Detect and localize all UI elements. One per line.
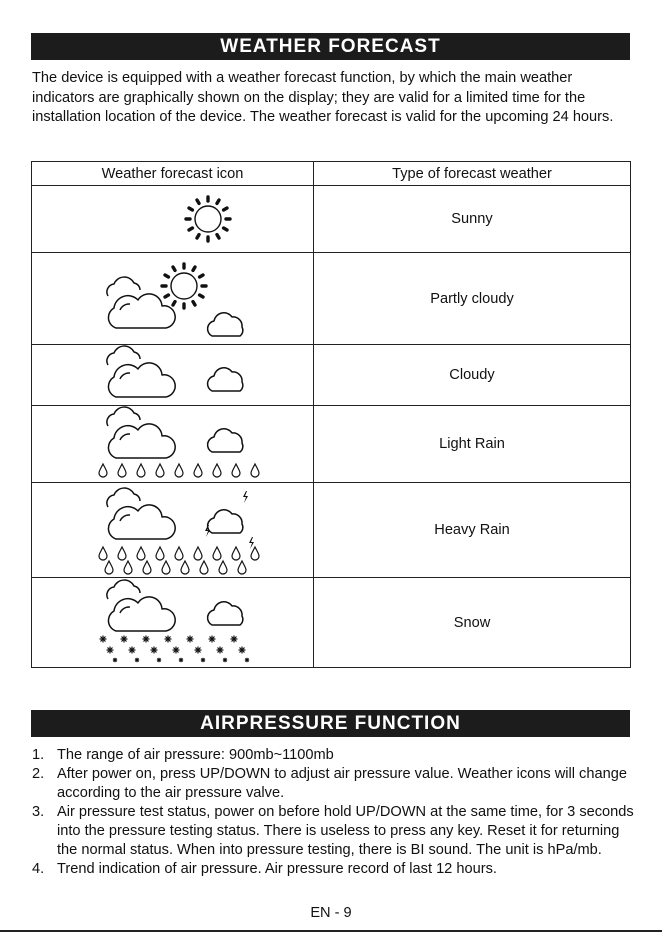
bottom-rule (0, 930, 662, 932)
sun-icon (33, 186, 313, 252)
snow-icon (33, 579, 313, 667)
weather-forecast-title: WEATHER FORECAST (220, 35, 441, 57)
forecast-label: Heavy Rain (314, 483, 631, 578)
icon-cell (32, 483, 314, 578)
icon-cell (32, 186, 314, 253)
table-row (32, 578, 631, 668)
page-number: EN - 9 (310, 905, 352, 921)
forecast-label: Cloudy (314, 345, 631, 406)
icon-cell (32, 345, 314, 406)
forecast-label: Sunny (314, 186, 631, 253)
weather-forecast-table (31, 161, 631, 668)
column-header-icon: Weather forecast icon (32, 162, 314, 186)
icon-cell (32, 253, 314, 345)
weather-forecast-heading (31, 33, 630, 60)
list-item: 3. Air pressure test status, power on before hold UP/DOWN at the same time, for 3 seconds into the pressure testing status. There is useless to press any key. Reset it for returning the normal status. When into pressure testing, there is BI sound. The unit is hPa/mb. (32, 804, 634, 858)
icon-cell (32, 406, 314, 483)
list-item: 2. After power on, press UP/DOWN to adjust air pressure value. Weather icons will change according to the air pressure valve. (32, 766, 627, 801)
list-item: 4. Trend indication of air pressure. Air pressure record of last 12 hours. (32, 861, 497, 877)
table-row (32, 186, 631, 253)
forecast-label: Light Rain (314, 406, 631, 483)
table-row (32, 406, 631, 483)
table-row (32, 483, 631, 578)
airpressure-title: AIRPRESSURE FUNCTION (200, 712, 461, 734)
list-item: 1. The range of air pressure: 900mb~1100mb (32, 747, 334, 763)
cloudy-icon (33, 345, 313, 405)
forecast-label: Partly cloudy (314, 253, 631, 345)
airpressure-heading (31, 710, 630, 737)
table-row (32, 253, 631, 345)
icon-cell (32, 578, 314, 668)
table-header-row (32, 162, 631, 186)
airpressure-list (32, 746, 642, 879)
forecast-label: Snow (314, 578, 631, 668)
light-rain-icon (33, 406, 313, 482)
column-header-type: Type of forecast weather (314, 162, 631, 186)
table-row (32, 345, 631, 406)
partly-cloudy-icon (33, 254, 313, 344)
weather-forecast-intro: The device is equipped with a weather forecast function, by which the main weather indicators are graphically shown on the display; they are valid for a limited time for the installation location of the device. The weather forecast is valid for the upcoming 24 hours. (32, 70, 614, 125)
heavy-rain-icon (33, 483, 313, 577)
